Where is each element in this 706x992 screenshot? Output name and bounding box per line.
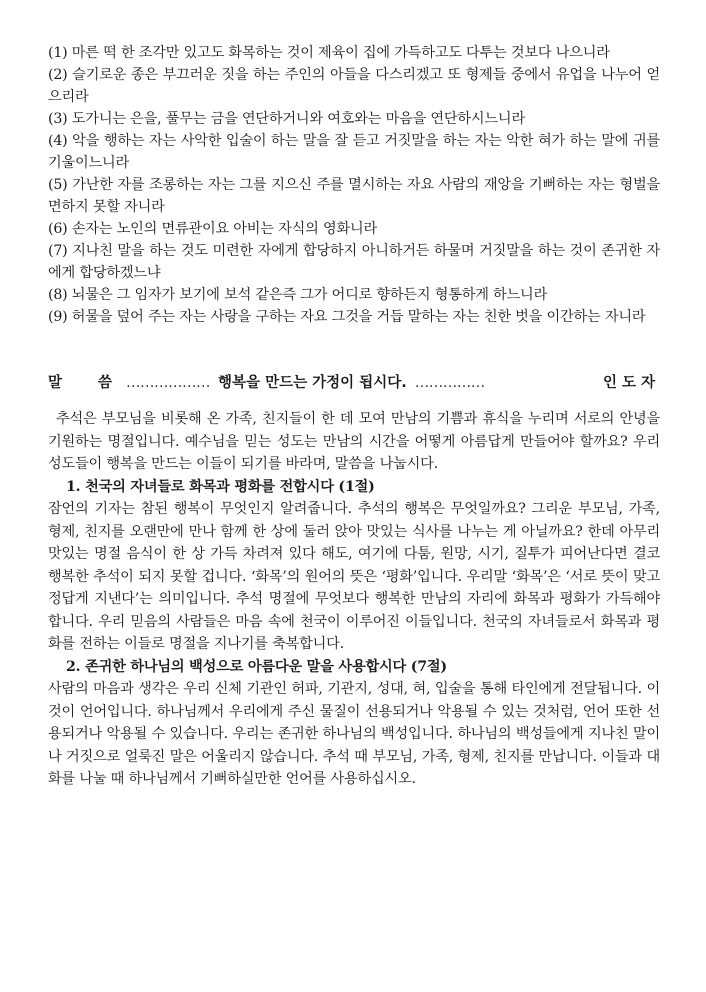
sermon-author: 인도자 — [602, 375, 660, 391]
document-page — [48, 42, 660, 791]
section-2-body: 사람의 마음과 생각은 우리 신체 기관인 허파, 기관지, 성대, 혀, 입술을 통해 타인에게 전달됩니다. 이것이 언어입니다. 하나님께서 우리에게 주신 물질이 선용되거나 악용될 수 있는 것처럼, 언어 또한 선용되거나 악용될 수 있습니다. 우리는 존귀한 하나님의 백성입니다. 하나님의 백성들에게 지나친 말이나 거짓으로 얼룩진 말은 어울리지 않습니다. 추석 때 부모님, 가족, 형제, 친지를 만납니다. 이들과 대화를 나눌 때 하나님께서 기뻐하실만한 언어를 사용하십시오. — [48, 681, 660, 787]
sermon-label-1: 말 — [48, 375, 63, 391]
leader-dots-1: ……………… — [126, 375, 210, 391]
sermon-body — [48, 408, 660, 791]
sermon-title: 행복을 만드는 가정이 됩시다. — [218, 375, 407, 391]
scripture-verses — [48, 42, 660, 328]
header-gap — [48, 394, 660, 408]
verse-5: (5) 가난한 자를 조롱하는 자는 그를 지으신 주를 멸시하는 자요 사람의 재앙을 기뻐하는 자는 형벌을 면하지 못할 자니라 — [48, 177, 660, 215]
verse-6: (6) 손자는 노인의 면류관이요 아비는 자식의 영화니라 — [48, 221, 377, 237]
intro-paragraph: 추석은 부모님을 비롯해 온 가족, 친지들이 한 데 모여 만남의 기쁨과 휴식을 누리며 서로의 안녕을 기원하는 명절입니다. 예수님을 믿는 성도는 만남의 시간을 어떻게 아름답게 만들어야 할까요? 우리 성도들이 행복을 만드는 이들이 되기를 바라며, 말씀을 나눕시다. — [48, 411, 660, 472]
verse-9: (9) 허물을 덮어 주는 자는 사랑을 구하는 자요 그것을 거듭 말하는 자는 친한 벗을 이간하는 자니라 — [48, 309, 646, 325]
verse-7: (7) 지나친 말을 하는 것도 미련한 자에게 합당하지 아니하거든 하물며 거짓말을 하는 것이 존귀한 자에게 합당하겠느냐 — [48, 243, 660, 281]
section-1-body: 잠언의 기자는 참된 행복이 무엇인지 알려줍니다. 추석의 행복은 무엇일까요? 그리운 부모님, 가족, 형제, 친지를 오랜만에 만나 함께 한 상에 둘러 앉아 맛있는 식사를 나누는 게 아닐까요? 한데 아무리 맛있는 명절 음식이 한 상 가득 차려져 있다 해도, 여기에 다툼, 원망, 시기, 질투가 피어난다면 결코 행복한 추석이 되지 못할 겁니다. ‘화목’의 원어의 뜻은 ‘평화’입니다. 우리말 ‘화목’은 ‘서로 뜻이 맞고 정답게 지낸다’는 의미입니다. 추석 명절에 무엇보다 행복한 만남의 자리에 화목과 평화가 가득해야 합니다. 우리 믿음의 사람들은 마음 속에 천국이 이루어진 이들입니다. 천국의 자녀들로서 화목과 평화를 전하는 이들로 명절을 지나기를 축복합니다. — [48, 501, 660, 652]
sermon-label-2: 씀 — [98, 375, 113, 391]
sermon-header — [48, 372, 660, 394]
section-gap — [48, 328, 660, 372]
section-2-title: 2. 존귀한 하나님의 백성으로 아름다운 말을 사용합시다 (7절) — [66, 658, 447, 675]
verse-3: (3) 도가니는 은을, 풀무는 금을 연단하거니와 여호와는 마음을 연단하시느니라 — [48, 111, 525, 127]
verse-2: (2) 슬기로운 종은 부끄러운 짓을 하는 주인의 아들을 다스리겠고 또 형제들 중에서 유업을 나누어 얻으리라 — [48, 67, 660, 105]
leader-dots-2: …………… — [414, 375, 485, 391]
verse-8: (8) 뇌물은 그 임자가 보기에 보석 같은즉 그가 어디로 향하든지 형통하게 하느니라 — [48, 287, 548, 303]
verse-4: (4) 악을 행하는 자는 사악한 입술이 하는 말을 잘 듣고 거짓말을 하는 자는 악한 혀가 하는 말에 귀를 기울이느니라 — [48, 133, 660, 171]
verse-1: (1) 마른 떡 한 조각만 있고도 화목하는 것이 제육이 집에 가득하고도 다투는 것보다 나으니라 — [48, 45, 610, 61]
section-1-title: 1. 천국의 자녀들로 화목과 평화를 전합시다 (1절) — [66, 478, 375, 495]
